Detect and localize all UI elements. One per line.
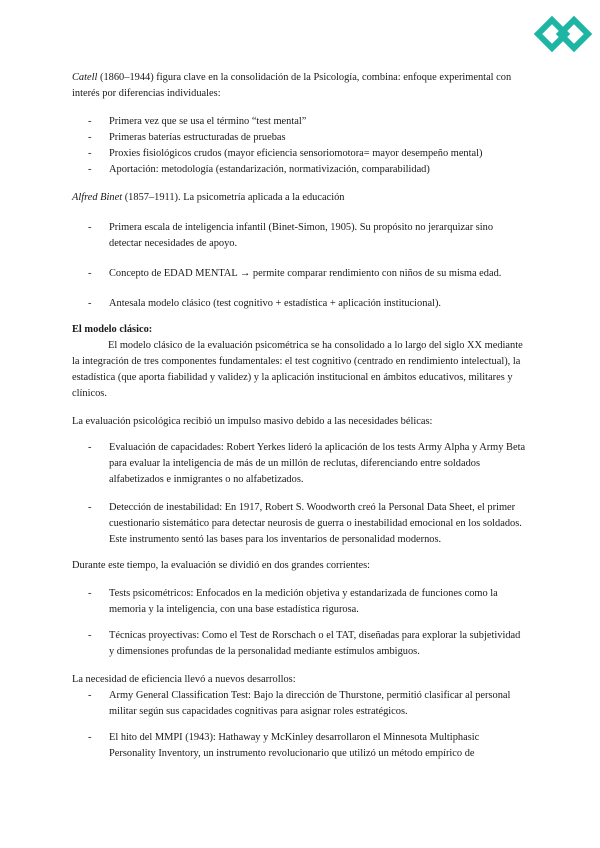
belica-list xyxy=(72,440,528,548)
list-item: - Técnicas proyectivas: Como el Test de Rorschach o el TAT, diseñadas para explorar la subjetividad y dimensiones profundas de la personalidad mediante estímulos ambiguos. xyxy=(88,630,521,657)
list-item: - Primera vez que se usa el término “test mental” xyxy=(88,116,307,127)
catell-name: Catell xyxy=(72,72,98,83)
catell-list xyxy=(72,114,528,178)
list-item: - Tests psicométricos: Enfocados en la medición objetiva y estandarizada de funciones como la memoria y la inteligencia, con una base estadística rigurosa. xyxy=(88,588,498,615)
list-item: - Antesala modelo clásico (test cognitivo + estadística + aplicación institucional). xyxy=(88,298,442,309)
list-item: - El hito del MMPI (1943): Hathaway y McKinley desarrollaron el Minnesota Multiphasic Personality Inventory, un instrumento revolucionario que utilizó un método empírico de xyxy=(88,732,480,759)
binet-intro: Alfred Binet (1857–1911). La psicometría aplicada a la educación xyxy=(72,192,345,203)
brand-logo-icon xyxy=(534,12,592,58)
modelo-paragraph: El modelo clásico de la evaluación psicométrica se ha consolidado a lo largo del siglo XX mediante la integración de tres componentes fundamentales: el test cognitivo (centrado en rendimiento intelectual), la estadística (que aporta fiabilidad y validez) y la aplicación institucional en ámbitos educativos, militares y clínicos. xyxy=(72,340,523,399)
eficiencia-list xyxy=(72,688,528,762)
modelo-heading: El modelo clásico: xyxy=(72,324,153,335)
list-item: - Primeras baterías estructuradas de pruebas xyxy=(88,132,286,143)
list-item: - Proxies fisiológicos crudos (mayor eficiencia sensoriomotora= mayor desempeño mental) xyxy=(88,148,483,159)
corrientes-list xyxy=(72,586,528,660)
binet-name: Alfred Binet xyxy=(72,192,123,203)
eficiencia-intro: La necesidad de eficiencia llevó a nuevos desarrollos: xyxy=(72,674,296,685)
list-item: - Evaluación de capacidades: Robert Yerkes lideró la aplicación de los tests Army Alpha y Army Beta para evaluar la inteligencia de más de un millón de reclutas, diferenciando entre soldados alfabetizados e inmigrantes o no alfabetizados. xyxy=(88,442,526,485)
corrientes-intro: Durante este tiempo, la evaluación se dividió en dos grandes corrientes: xyxy=(72,560,371,571)
list-item: - Detección de inestabilidad: En 1917, Robert S. Woodworth creó la Personal Data Sheet, el primer cuestionario sistemático para detectar neurosis de guerra o inestabilidad emocional en los soldados. Este instrumento sentó las bases para los inventarios de personalidad modernos. xyxy=(88,502,522,545)
list-item: - Primera escala de inteligencia infantil (Binet-Simon, 1905). Su propósito no jerarquizar sino detectar necesidades de apoyo. xyxy=(88,222,494,249)
list-item: - Army General Classification Test: Bajo la dirección de Thurstone, permitió clasificar al personal militar según sus capacidades cognitivas para asignar roles estratégicos. xyxy=(88,690,511,717)
catell-intro: Catell (1860–1944) figura clave en la consolidación de la Psicología, combina: enfoque experimental con interés por diferencias individuales: xyxy=(72,72,512,99)
document-body xyxy=(72,70,528,762)
belica-intro: La evaluación psicológica recibió un impulso masivo debido a las necesidades bélicas: xyxy=(72,416,433,427)
list-item: - Aportación: metodología (estandarización, normativización, comparabilidad) xyxy=(88,164,430,175)
list-item: - Concepto de EDAD MENTAL → permite comparar rendimiento con niños de su misma edad. xyxy=(88,268,502,279)
binet-list xyxy=(72,220,528,312)
